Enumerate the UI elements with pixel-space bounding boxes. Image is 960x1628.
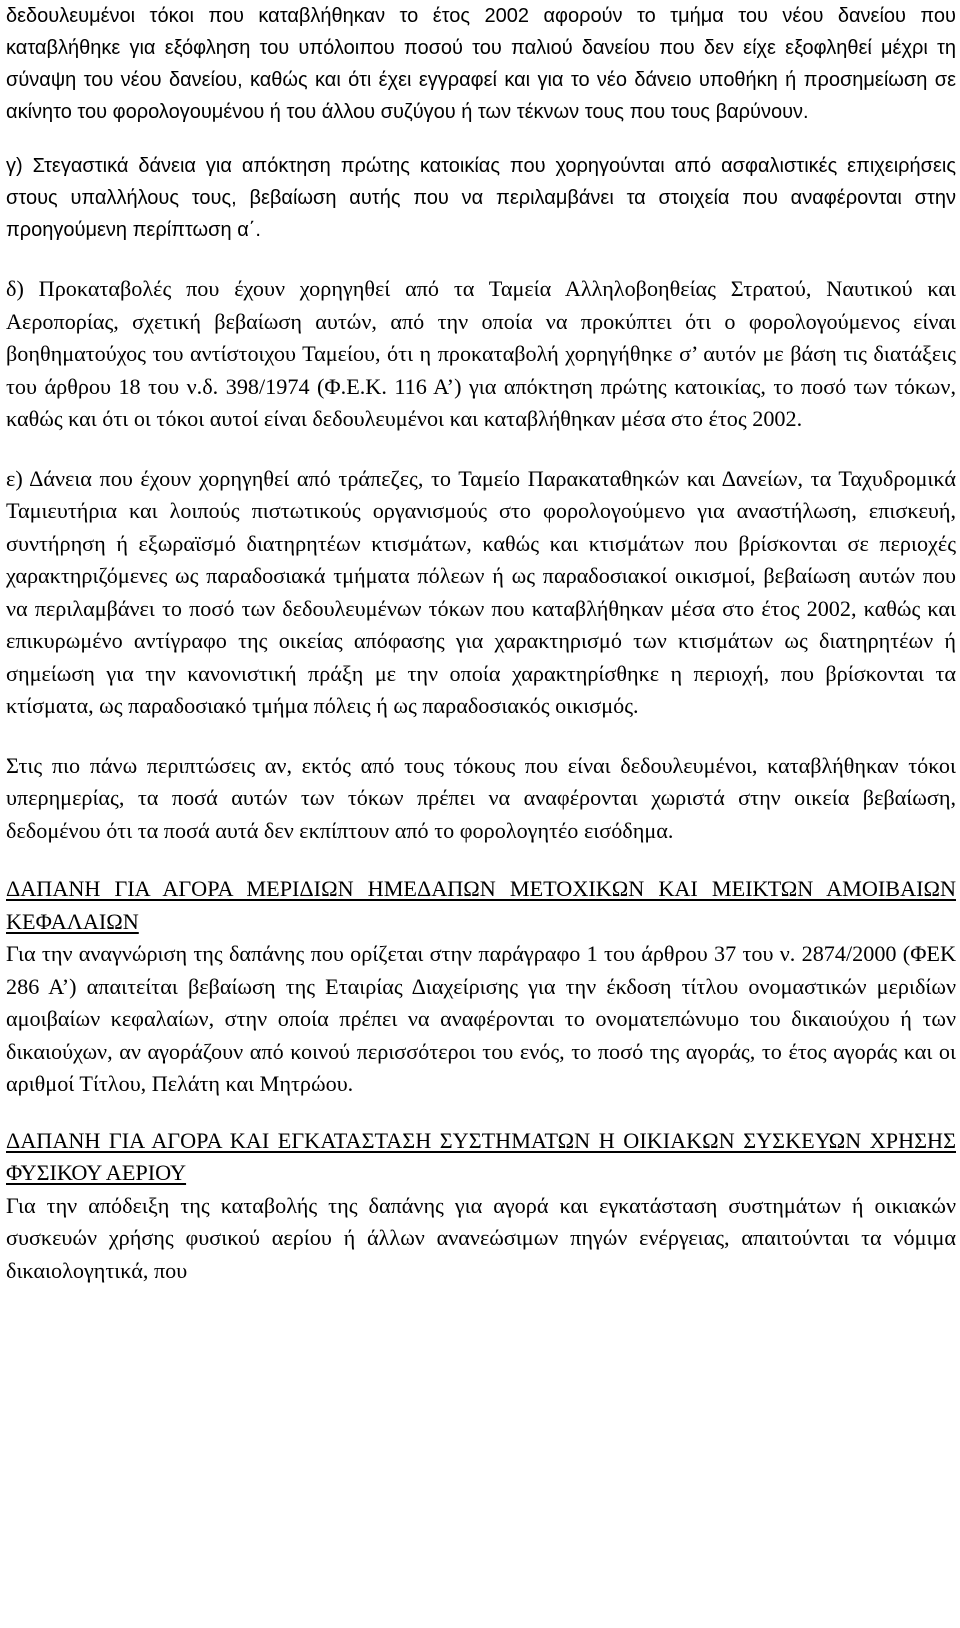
- paragraph-d-advances: δ) Προκαταβολές που έχουν χορηγηθεί από τα Ταμεία Αλληλοβοηθείας Στρατού, Ναυτικού και Αεροπορίας, σχετική βεβαίωση αυτών, από την οποία να προκύπτει ότι ο φορολογούμενος είναι βοηθηματούχος του αντίστοιχου Ταμείου, ότι η προκαταβολή χορηγήθηκε σ’ αυτόν με βάση τις διατάξεις του άρθρου 18 του ν.δ. 398/1974 (Φ.Ε.Κ. 116 Α’) για απόκτηση πρώτης κατοικίας, το ποσό των τόκων, καθώς και ότι οι τόκοι αυτοί είναι δεδουλευμένοι και καταβλήθηκαν μέσα στο έτος 2002.: [6, 276, 956, 431]
- heading-mutual-funds: ΔΑΠΑΝΗ ΓΙΑ ΑΓΟΡΑ ΜΕΡΙΔΙΩΝ ΗΜΕΔΑΠΩΝ ΜΕΤΟΧΙΚΩΝ ΚΑΙ ΜΕΙΚΤΩΝ ΑΜΟΙΒΑΙΩΝ ΚΕΦΑΛΑΙΩΝ: [6, 876, 956, 934]
- paragraph-overdue-interest: Στις πιο πάνω περιπτώσεις αν, εκτός από τους τόκους που είναι δεδουλευμένοι, καταβλήθηκαν τόκοι υπερημερίας, τα ποσά αυτών των τόκων πρέπει να αναφέρονται χωριστά στην οικεία βεβαίωση, δεδομένου ότι τα ποσά αυτά δεν εκπίπτουν από το φορολογητέο εισόδημα.: [6, 752, 956, 843]
- paragraph-e-restoration-loans: ε) Δάνεια που έχουν χορηγηθεί από τράπεζες, το Ταμείο Παρακαταθηκών και Δανείων, τα Ταχυδρομικά Ταμιευτήρια και λοιπούς πιστωτικούς οργανισμούς στο φορολογούμενο για αναστήλωση, επισκευή, συντήρηση ή εξωραϊσμό διατηρητέων κτισμάτων, καθώς και κτισμάτων που βρίσκονται σε περιοχές χαρακτηριζόμενες ως παραδοσιακά τμήματα πόλεων ή ως παραδοσιακοί οικισμοί, βεβαίωση αυτών που να περιλαμβάνει το ποσό των δεδουλευμένων τόκων που καταβλήθηκαν μέσα στο έτος 2002, καθώς και επικυρωμένο αντίγραφο της οικείας απόφασης για χαρακτηρισμό των κτισμάτων ως διατηρητέων ή σημείωση για την κανονιστική πράξη με την οποία χαρακτηρίσθηκε η περιοχή, που βρίσκονται τα κτίσματα, ως παραδοσιακό τμήμα πόλεις ή ως παραδοσιακός οικισμός.: [6, 465, 956, 718]
- paragraph-natural-gas: Για την απόδειξη της καταβολής της δαπάνης για αγορά και εγκατάσταση συστημάτων ή οικιακών συσκευών χρήσης φυσικού αερίου ή άλλων ανανεώσιμων πηγών ενέργειας, απαιτούνται τα νόμιμα δικαιολογητικά, που: [6, 1192, 956, 1283]
- document-page: [6, 0, 956, 1287]
- paragraph-loan-continuation: δεδουλευμένοι τόκοι που καταβλήθηκαν το έτος 2002 αφορούν το τμήμα του νέου δανείου που καταβλήθηκε για εξόφληση του υπόλοιπου ποσού του παλιού δανείου που δεν είχε εξοφληθεί μέχρι τη σύναψη του νέου δανείου, καθώς και ότι έχει εγγραφεί και για το νέο δάνειο υποθήκη ή προσημείωση σε ακίνητο του φορολογουμένου ή του άλλου συζύγου ή των τέκνων τους που τους βαρύνουν.: [6, 5, 956, 123]
- paragraph-c-insurance-loans: γ) Στεγαστικά δάνεια για απόκτηση πρώτης κατοικίας που χορηγούνται από ασφαλιστικές επιχειρήσεις στους υπαλλήλους τους, βεβαίωση αυτής που να περιλαμβάνει τα στοιχεία που αναφέρονται στην προηγούμενη περίπτωση α΄.: [6, 155, 956, 241]
- heading-natural-gas: ΔΑΠΑΝΗ ΓΙΑ ΑΓΟΡΑ ΚΑΙ ΕΓΚΑΤΑΣΤΑΣΗ ΣΥΣΤΗΜΑΤΩΝ Η ΟΙΚΙΑΚΩΝ ΣΥΣΚΕΥΩΝ ΧΡΗΣΗΣ ΦΥΣΙΚΟΥ ΑΕΡΙΟΥ: [6, 1127, 956, 1185]
- paragraph-mutual-funds: Για την αναγνώριση της δαπάνης που ορίζεται στην παράγραφο 1 του άρθρου 37 του ν. 2874/2000 (ΦΕΚ 286 Α’) απαιτείται βεβαίωση της Εταιρίας Διαχείρισης για την έκδοση τίτλου ονομαστικών μεριδίων αμοιβαίων κεφαλαίων, στην οποία πρέπει να αναφέρονται το ονοματεπώνυμο του δικαιούχου ή των δικαιούχων, αν αγοράζουν από κοινού περισσότεροι του ενός, το ποσό της αγοράς, το έτος αγοράς και οι αριθμοί Τίτλου, Πελάτη και Μητρώου.: [6, 941, 956, 1096]
